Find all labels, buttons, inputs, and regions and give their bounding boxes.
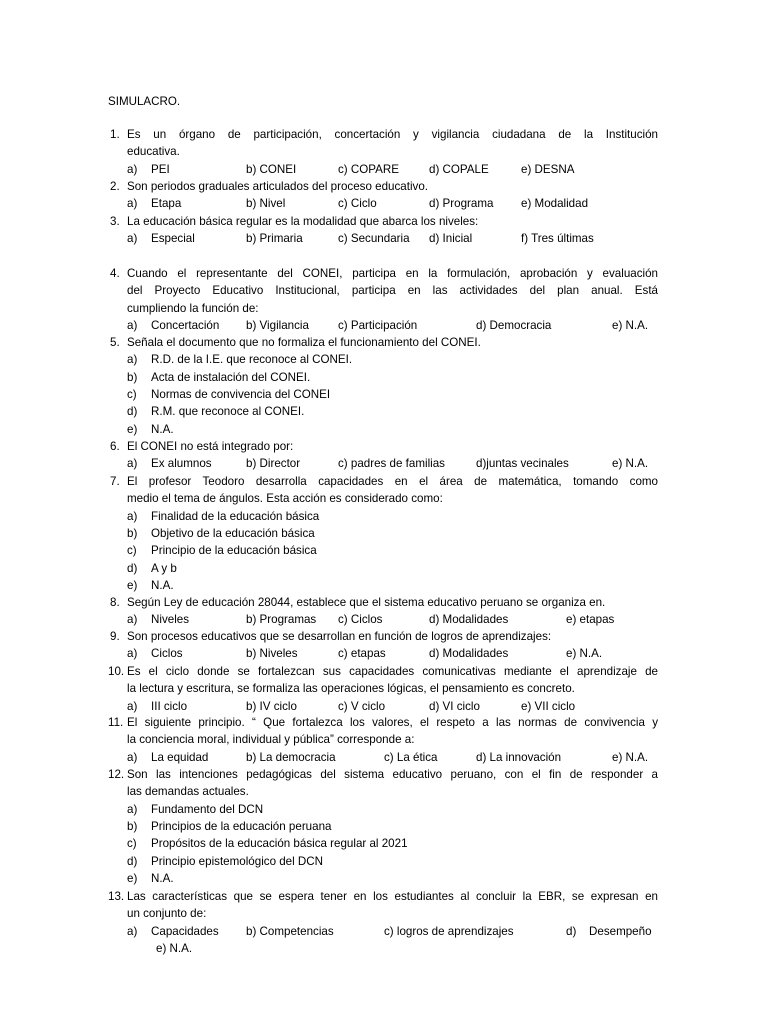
option-letter: a) <box>127 197 138 211</box>
question-line <box>0 438 768 455</box>
option-text: N.A. <box>151 422 174 436</box>
option-text: Niveles <box>151 613 190 627</box>
option-letter: a) <box>127 509 138 523</box>
option-text: e) N.A. <box>612 318 649 332</box>
option-text: e) VII ciclo <box>521 699 576 713</box>
option-letter: b) <box>127 370 138 384</box>
option-text: e) Modalidad <box>521 197 589 211</box>
question-text: La educación básica regular es la modalidad que abarca los niveles: <box>127 215 479 228</box>
options-row <box>0 749 768 766</box>
question-text: educativa. <box>127 145 180 159</box>
option-text: e) N.A. <box>612 750 649 764</box>
option-line <box>0 508 768 525</box>
question-line <box>0 766 768 783</box>
question-line <box>0 680 768 697</box>
question-line <box>0 783 768 800</box>
option-text: d) Democracia <box>476 318 552 332</box>
option-text: d) COPALE <box>429 162 489 176</box>
option-letter: a) <box>127 613 138 627</box>
option-letter: a) <box>127 647 138 661</box>
option-text: Principio epistemológico del DCN <box>151 854 324 868</box>
option-letter: a) <box>127 457 138 471</box>
question-number: 6. <box>110 440 120 453</box>
question-text: Es un órgano de participación, concertación y vigilancia ciudadana de la Institución <box>127 128 658 141</box>
option-line <box>0 542 768 559</box>
question-text: El CONEI no está integrado por: <box>127 440 294 453</box>
question-line <box>0 282 768 299</box>
option-text: d) La innovación <box>476 750 562 764</box>
options-row <box>0 317 768 334</box>
question-number: 5. <box>110 336 120 349</box>
option-letter: d) <box>127 405 138 419</box>
question-line <box>0 300 768 317</box>
question-number: 13. <box>108 890 125 903</box>
option-text: Propósitos de la educación básica regular al 2021 <box>151 837 408 851</box>
option-text: d) Modalidades <box>429 647 509 661</box>
option-text: b) Competencias <box>246 924 334 938</box>
question-line <box>0 628 768 645</box>
option-line <box>0 421 768 438</box>
option-letter: c) <box>127 837 137 851</box>
option-text: e) N.A. <box>156 941 193 955</box>
option-text: c) padres de familias <box>338 457 445 471</box>
option-line <box>0 386 768 403</box>
question-text: Son las intenciones pedagógicas del sistema educativo peruano, con el fin de responder a <box>127 768 658 781</box>
question-number: 9. <box>110 630 120 643</box>
option-text: b) Programas <box>246 613 317 627</box>
option-text: b) Director <box>246 457 301 471</box>
question-text: la conciencia moral, individual y pública” corresponde a: <box>127 733 415 747</box>
option-text: III ciclo <box>151 699 188 713</box>
question-number: 8. <box>110 596 120 609</box>
option-line <box>0 818 768 835</box>
option-line <box>0 369 768 386</box>
question-text: Son periodos graduales articulados del proceso educativo. <box>127 180 428 193</box>
question-line <box>0 663 768 680</box>
question-line <box>0 473 768 490</box>
question-text: El siguiente principio. “ Que fortalezca los valores, el respeto a las normas de convivencia y <box>127 716 658 729</box>
option-text: Normas de convivencia del CONEI <box>151 387 331 401</box>
option-letter: a) <box>127 750 138 764</box>
option-text: Etapa <box>151 197 182 211</box>
option-text: Desempeño <box>589 924 652 938</box>
question-text: del Proyecto Educativo Institucional, participa en las actividades del plan anual. Está <box>127 284 658 298</box>
options-row <box>0 923 768 940</box>
option-text: d) Inicial <box>429 232 473 246</box>
question-number: 4. <box>110 267 120 280</box>
document-title: SIMULACRO. <box>108 95 181 108</box>
option-letter: e) <box>127 871 138 885</box>
option-line <box>0 835 768 852</box>
option-text: b) Niveles <box>246 647 298 661</box>
option-line <box>0 351 768 368</box>
option-text: c) logros de aprendizajes <box>384 924 514 938</box>
question-text: las demandas actuales. <box>127 785 249 799</box>
question-text: cumpliendo la función de: <box>127 301 259 315</box>
option-text: La equidad <box>151 750 209 764</box>
question-line <box>0 213 768 230</box>
option-text: b) Vigilancia <box>246 318 309 332</box>
question-number: 1. <box>110 128 120 141</box>
options-row <box>0 230 768 247</box>
option-text: b) La democracia <box>246 750 336 764</box>
option-letter: b) <box>127 526 138 540</box>
question-number: 3. <box>110 215 120 228</box>
question-text: Cuando el representante del CONEI, participa en la formulación, aprobación y evaluación <box>127 267 658 280</box>
option-text: Ciclos <box>151 647 183 661</box>
option-text: Principio de la educación básica <box>151 544 317 558</box>
option-letter: c) <box>127 544 137 558</box>
option-text: Finalidad de la educación básica <box>151 509 320 523</box>
options-row <box>0 940 768 957</box>
option-text: b) IV ciclo <box>246 699 297 713</box>
option-text: N.A. <box>151 871 174 885</box>
question-number: 12. <box>108 768 125 781</box>
question-text: Es el ciclo donde se fortalezcan sus capacidades comunicativas mediante el aprendizaje de <box>127 665 658 678</box>
option-letter: d) <box>127 561 138 575</box>
option-text: e) etapas <box>566 613 615 627</box>
option-text: Objetivo de la educación básica <box>151 526 315 540</box>
options-row <box>0 645 768 662</box>
option-line <box>0 577 768 594</box>
option-text: Especial <box>151 232 195 246</box>
question-text: la lectura y escritura, se formaliza las operaciones lógicas, el pensamiento es concreto. <box>127 682 575 696</box>
option-text: PEI <box>151 162 170 176</box>
option-text: d) <box>566 924 577 938</box>
question-line <box>0 714 768 731</box>
option-line <box>0 801 768 818</box>
option-letter: a) <box>127 924 138 938</box>
option-letter: d) <box>127 854 138 868</box>
option-text: A y b <box>151 561 177 575</box>
option-line <box>0 560 768 577</box>
option-line <box>0 525 768 542</box>
question-line <box>0 143 768 160</box>
option-text: Concertación <box>151 318 220 332</box>
option-letter: c) <box>127 387 137 401</box>
option-text: c) COPARE <box>338 162 399 176</box>
options-row <box>0 611 768 628</box>
option-line <box>0 403 768 420</box>
option-letter: b) <box>127 819 138 833</box>
option-text: b) Nivel <box>246 197 286 211</box>
option-letter: a) <box>127 162 138 176</box>
question-line <box>0 594 768 611</box>
question-number: 11. <box>108 716 124 729</box>
option-line <box>0 853 768 870</box>
question-number: 7. <box>110 475 120 488</box>
option-text: d)juntas vecinales <box>476 457 569 471</box>
question-text: Las características que se espera tener en los estudiantes al concluir la EBR, se expresan en <box>127 890 658 903</box>
option-text: c) La ética <box>384 750 438 764</box>
question-line <box>0 888 768 905</box>
option-text: Principios de la educación peruana <box>151 819 332 833</box>
option-text: c) V ciclo <box>338 699 386 713</box>
option-letter: e) <box>127 422 138 436</box>
option-text: d) Programa <box>429 197 494 211</box>
option-text: Fundamento del DCN <box>151 802 264 816</box>
question-text: medio el tema de ángulos. Esta acción es considerado como: <box>127 492 443 506</box>
option-letter: a) <box>127 802 138 816</box>
question-line <box>0 265 768 282</box>
option-letter: a) <box>127 353 138 367</box>
question-line <box>0 178 768 195</box>
option-text: Ex alumnos <box>151 457 212 471</box>
options-row <box>0 698 768 715</box>
option-text: N.A. <box>151 578 174 592</box>
question-line <box>0 731 768 748</box>
question-text: Señala el documento que no formaliza el funcionamiento del CONEI. <box>127 336 481 349</box>
question-text: un conjunto de: <box>127 907 207 921</box>
option-text: c) Ciclos <box>338 613 383 627</box>
option-text: d) Modalidades <box>429 613 509 627</box>
option-letter: a) <box>127 699 138 713</box>
option-letter: e) <box>127 578 138 592</box>
question-text: El profesor Teodoro desarrolla capacidades en el área de matemática, tomando como <box>127 475 658 488</box>
option-text: e) DESNA <box>521 162 575 176</box>
question-line <box>0 126 768 143</box>
option-text: b) Primaria <box>246 232 303 246</box>
question-text: Según Ley de educación 28044, establece que el sistema educativo peruano se organiza en. <box>127 596 606 609</box>
option-text: Acta de instalación del CONEI. <box>151 370 311 384</box>
question-line <box>0 334 768 351</box>
options-row <box>0 195 768 212</box>
question-number: 10. <box>108 665 125 678</box>
option-text: e) N.A. <box>612 457 649 471</box>
option-letter: a) <box>127 318 138 332</box>
question-text: Son procesos educativos que se desarrollan en función de logros de aprendizajes: <box>127 630 552 643</box>
question-line <box>0 490 768 507</box>
option-text: c) Ciclo <box>338 197 377 211</box>
option-text: c) etapas <box>338 647 386 661</box>
option-text: c) Participación <box>338 318 418 332</box>
question-number: 2. <box>110 180 120 193</box>
option-text: R.M. que reconoce al CONEI. <box>151 405 305 419</box>
option-text: f) Tres últimas <box>521 232 594 246</box>
question-line <box>0 905 768 922</box>
options-row <box>0 161 768 178</box>
option-letter: a) <box>127 232 138 246</box>
option-text: e) N.A. <box>566 647 603 661</box>
option-text: d) VI ciclo <box>429 699 480 713</box>
option-line <box>0 870 768 887</box>
options-row <box>0 455 768 472</box>
option-text: b) CONEI <box>246 162 297 176</box>
option-text: Capacidades <box>151 924 219 938</box>
option-text: R.D. de la I.E. que reconoce al CONEI. <box>151 353 353 367</box>
option-text: c) Secundaria <box>338 232 410 246</box>
